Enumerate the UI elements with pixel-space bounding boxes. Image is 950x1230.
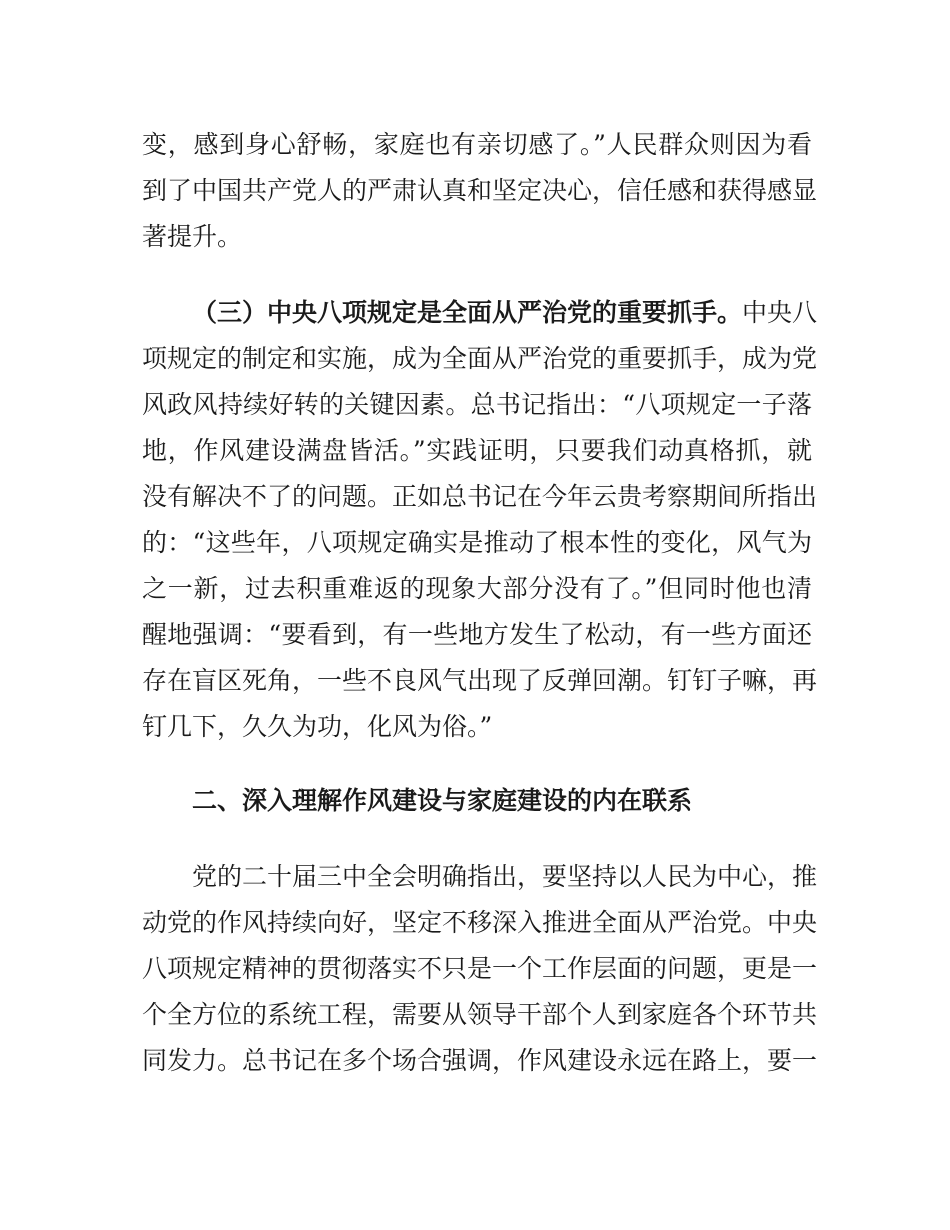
paragraph-line: 醒地强调：“要看到，有一些地方发生了松动，有一些方面还 <box>142 620 812 649</box>
paragraph-line: 风政风持续好转的关键因素。总书记指出：“八项规定一子落 <box>142 390 812 419</box>
paragraph-line: 到了中国共产党人的严肃认真和坚定决心，信任感和获得感显 <box>142 176 818 205</box>
paragraph-first-line: 党的二十届三中全会明确指出，要坚持以人民为中心，推 <box>192 862 818 891</box>
paragraph-line: 变，感到身心舒畅，家庭也有亲切感了。”人民群众则因为看 <box>142 130 812 159</box>
paragraph-line: 之一新，过去积重难返的现象大部分没有了。”但同时他也清 <box>142 574 812 603</box>
paragraph-line: 地，作风建设满盘皆活。”实践证明，只要我们动真格抓，就 <box>142 436 812 465</box>
paragraph-line: 同发力。总书记在多个场合强调，作风建设永远在路上，要一 <box>142 1046 818 1075</box>
paragraph-line: 的：“这些年，八项规定确实是推动了根本性的变化，风气为 <box>142 528 812 557</box>
paragraph-first-line <box>192 292 818 334</box>
paragraph-line: 动党的作风持续向好，坚定不移深入推进全面从严治党。中央 <box>142 908 818 937</box>
paragraph-line: 著提升。 <box>142 222 243 251</box>
section-heading: 二、深入理解作风建设与家庭建设的内在联系 <box>192 786 693 815</box>
paragraph-line: 存在盲区死角，一些不良风气出现了反弹回潮。钉钉子嘛，再 <box>142 666 818 695</box>
subsection-heading: （三）中央八项规定是全面从严治党的重要抓手。 <box>192 298 743 327</box>
paragraph-line: 项规定的制定和实施，成为全面从严治党的重要抓手，成为党 <box>142 344 818 373</box>
paragraph-line: 钉几下，久久为功，化风为俗。” <box>142 712 493 741</box>
paragraph-line: 个全方位的系统工程，需要从领导干部个人到家庭各个环节共 <box>142 1000 818 1029</box>
paragraph-text: 中央八 <box>742 298 818 327</box>
paragraph-line: 八项规定精神的贯彻落实不只是一个工作层面的问题，更是一 <box>142 954 818 983</box>
paragraph-line: 没有解决不了的问题。正如总书记在今年云贵考察期间所指出 <box>142 482 818 511</box>
